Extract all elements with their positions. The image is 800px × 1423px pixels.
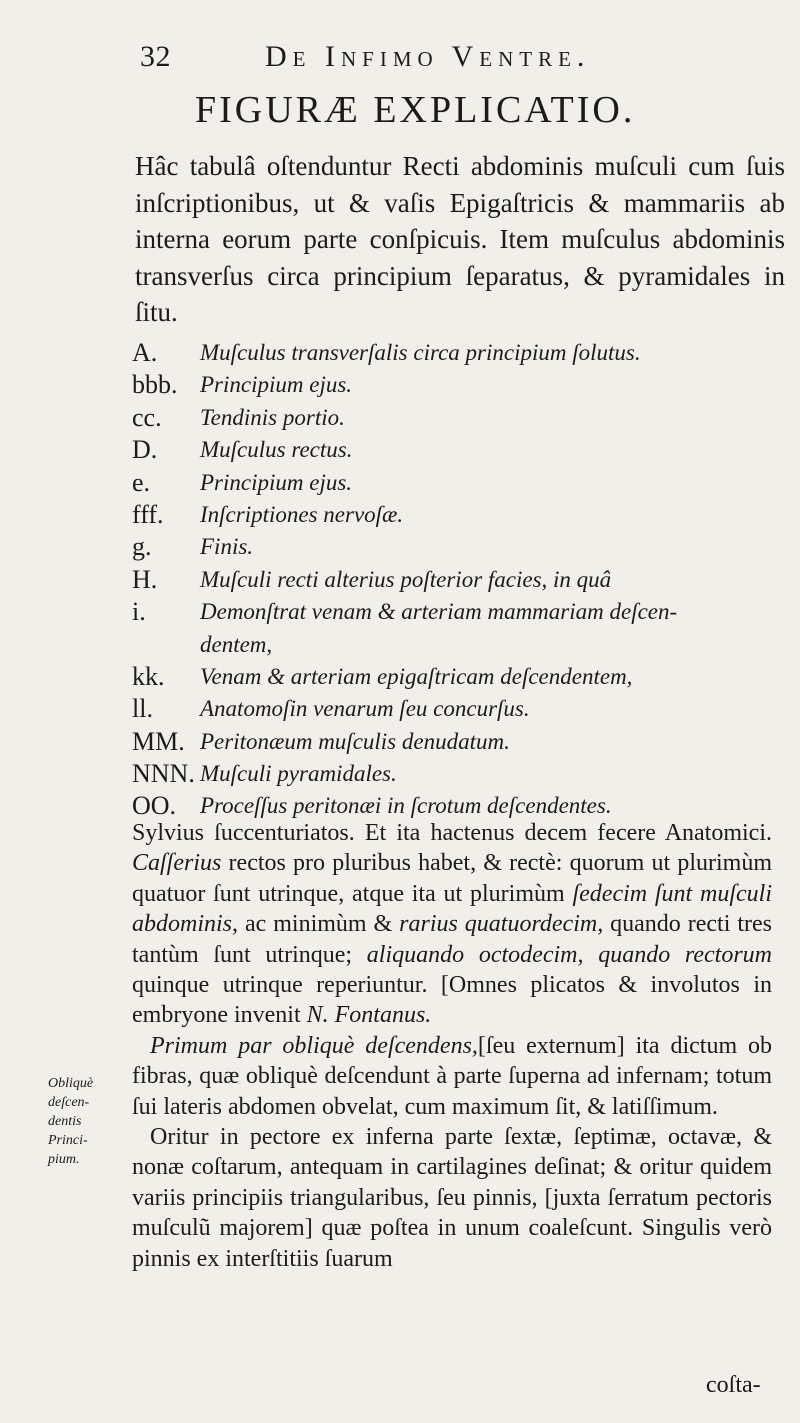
italic-run: Primum par obliquè deſcendens, (150, 1032, 478, 1059)
legend-key: OO. (132, 791, 177, 821)
legend-text-continued: dentem, (200, 631, 273, 657)
text-run: rectos pro pluribus habet, & rectè: quorum ut plurimùm quatuor ſunt utrinque, atque ita ut plurimùm (132, 850, 772, 907)
legend-text: Muſculi recti alterius poſterior facies, in quâ (200, 566, 612, 592)
text-run: quinque utrinque reperiuntur. [Omnes plicatos & involutos in embryone invenit (132, 972, 772, 1029)
legend-item (132, 694, 782, 726)
legend-text: Muſculus rectus. (200, 437, 353, 463)
legend-key: ll. (132, 694, 153, 724)
legend-item (132, 370, 782, 402)
legend-key: i. (132, 597, 146, 627)
margin-note-line: Obliquè (48, 1076, 94, 1091)
legend-text: Proceſſus peritonæi in ſcrotum deſcendentes. (200, 793, 612, 819)
legend-item (132, 435, 782, 467)
intro-paragraph (135, 148, 785, 331)
legend-item (132, 662, 782, 694)
author-name: Caſſerius (132, 850, 222, 877)
italic-run: ſedecim ſunt muſculi abdominis, (132, 880, 773, 938)
intro-text: Hâc tabulâ oſtenduntur Recti abdominis muſculi cum ſuis inſcriptionibus, ut & vaſis Epigaſtricis & mammariis ab interna eorum parte conſpicuis. Item muſculus abdominis transverſus circa principium ſeparatus, & pyramidales in ſitu. (135, 151, 785, 327)
legend-text: Finis. (200, 534, 254, 560)
author-name: N. Fontanus. (306, 1002, 432, 1029)
text-run: ac minimùm & (244, 911, 393, 938)
legend-item-continued (132, 630, 782, 662)
text-run: [ſeu externum] ita dictum ob fibras, quæ obliquè deſcendunt à parte ſuperna ad infernam; totum ſui lateris abdomen obvelat, cum maximum ſit, & latiſſimum. (132, 1032, 772, 1120)
legend-text: Demonſtrat venam & arteriam mammariam deſcen- (200, 599, 678, 625)
legend-key: bbb. (132, 370, 178, 400)
paragraph-1 (132, 818, 772, 1031)
legend-key: g. (132, 532, 152, 562)
italic-run: aliquando octodecim, quando rectorum (366, 941, 772, 968)
margin-note-line: deſcen- (48, 1095, 90, 1110)
legend-key: NNN. (132, 759, 195, 789)
running-title: De Infimo Ventre. (265, 40, 591, 73)
paragraph-3: Oritur in pectore ex inferna parte ſextæ, ſeptimæ, octavæ, & nonæ coſtarum, antequam in cartilagines deſinat; & oritur quidem variis principiis triangularibus, ſeu pinnis, [juxta ſerratum pectoris muſculũ majorem] quæ poſtea in unum coaleſcunt. Singulis verò pinnis ex interſtitiis ſuarum (132, 1124, 772, 1272)
legend-text: Muſculi pyramidales. (200, 761, 397, 787)
margin-note-line: Princi- (48, 1133, 88, 1148)
italic-run: rarius quatuordecim, (399, 911, 604, 938)
legend-text: Peritonæum muſculis denudatum. (200, 728, 510, 754)
legend-key: A. (132, 338, 158, 367)
legend-text: Principium ejus. (200, 469, 353, 495)
legend-text: Principium ejus. (200, 372, 353, 398)
legend-key: e. (132, 467, 151, 497)
legend-key: kk. (132, 661, 165, 691)
margin-note-line: pium. (48, 1152, 80, 1167)
legend-text: Muſculus transverſalis circa principium ſolutus. (200, 340, 641, 365)
legend-item (132, 403, 782, 435)
legend-item (132, 565, 782, 597)
page-number: 32 (140, 40, 171, 73)
legend-key: D. (132, 435, 158, 465)
legend-item (132, 468, 782, 500)
legend-key: H. (132, 564, 158, 594)
legend-item (132, 532, 782, 564)
legend-item (132, 597, 782, 629)
paragraph-2 (132, 1031, 772, 1122)
text-run: quando recti tres tantùm ſunt utrinque; (132, 911, 772, 968)
legend-text: Inſcriptiones nervoſæ. (200, 501, 404, 527)
legend-key: fff. (132, 499, 164, 529)
legend-item (132, 727, 782, 759)
text-run: Sylvius ſuccenturiatos. Et ita hactenus decem fecere Anatomici. (132, 820, 772, 846)
legend-text: Anatomoſin venarum ſeu concurſus. (200, 696, 530, 722)
running-header (140, 40, 770, 80)
legend-item (132, 759, 782, 791)
legend-text: Venam & arteriam epigaſtricam deſcendentem, (200, 663, 633, 689)
legend-text: Tendinis portio. (200, 404, 345, 430)
figure-legend (132, 338, 782, 824)
figure-title: FIGURÆ EXPLICATIO. (195, 89, 636, 131)
body-text (132, 818, 772, 1274)
margin-note (48, 1074, 120, 1169)
catchword: coſta- (706, 1372, 761, 1398)
legend-key: MM. (132, 726, 185, 756)
legend-item (132, 338, 782, 370)
margin-note-line: dentis (48, 1114, 82, 1129)
legend-key: cc. (132, 402, 162, 432)
legend-item (132, 500, 782, 532)
